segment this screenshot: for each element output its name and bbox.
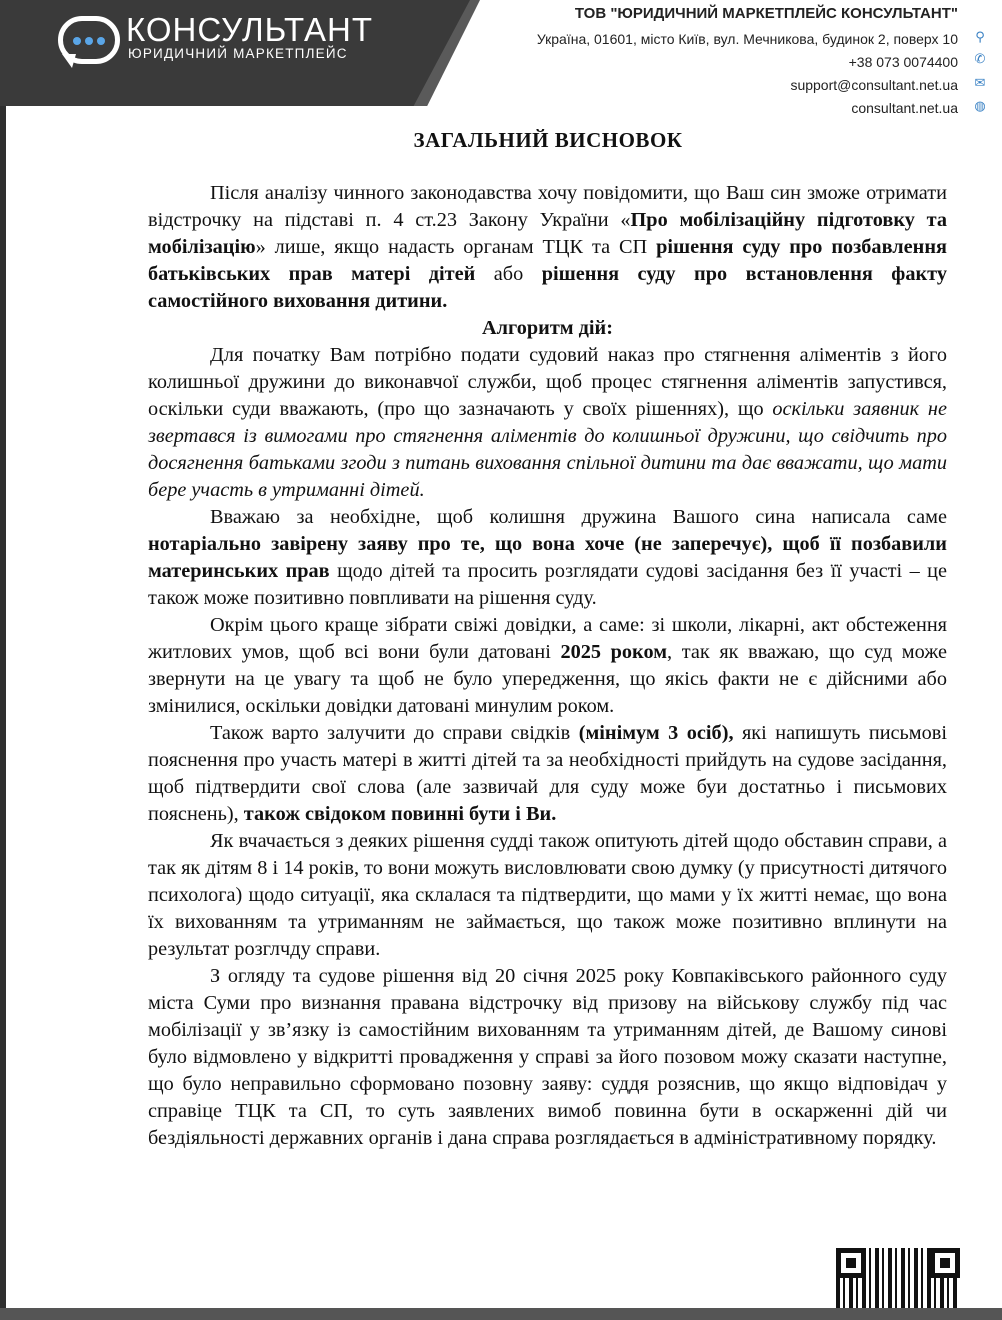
company-phone: +38 073 0074400 bbox=[848, 54, 958, 70]
text-run: » лише, якщо надасть органам ТЦК та СП bbox=[255, 236, 657, 258]
text-run: щодо дітей та просить розглядати судові засідання без її участі – це також може позитивно повпливати на рішення суду. bbox=[148, 560, 948, 609]
paragraph-alimony bbox=[148, 342, 947, 504]
mail-icon: ✉ bbox=[974, 76, 986, 91]
paragraph-court-decision bbox=[148, 963, 947, 1152]
paragraph-witnesses bbox=[148, 720, 947, 828]
text-run: , так як вважаю, що суд може звернути на це увагу та щоб не було упередження, що якісь факти не є дійсними або змінилися, оскільки довідки датовані минулим роком. bbox=[148, 641, 947, 717]
qr-finder-top-left bbox=[836, 1248, 866, 1278]
company-website: consultant.net.ua bbox=[851, 100, 958, 116]
text-run: (мінімум 3 осіб), bbox=[578, 722, 734, 744]
text-run: рішення суду про встановлення факту самостійного виховання дитини. bbox=[148, 263, 947, 312]
text-run: Про мобілізаційну підготовку та мобілізацію bbox=[148, 209, 947, 258]
text-run: З огляду та судове рішення від 20 січня 2025 року Ковпаківського районного суду міста Суми про визнання правана відстрочку від призову на військову службу під час мобілізації у зв’язку із самостійним вихованням та утриманням дітей, де Вашому синові було відмовлено у відкритті провадження у справі за його позовом можу сказати наступне, що було неправильно сформовано позовну заяву: суддя розяснив, що якщо відповідач у справіце ТЦК та СП, то суть заявлених вимоб повинна бути в оскарженні дій чи бездіяльності державних органів і дана справа розглядається в адміністративному порядку. bbox=[148, 965, 947, 1149]
text-run: оскільки заявник не звертався із вимогами про стягнення аліментів до колишньої дружини, що свідчить про досягнення батьками згоди з питань виховання спільної дитини та дає вважати, що мати бере участь в утриманні дітей. bbox=[148, 398, 947, 501]
text-run: нотаріально завірену заяву про те, що вона хоче (не заперечує), щоб її позбавили материнських прав bbox=[148, 533, 947, 582]
section-subtitle: Алгоритм дій: bbox=[481, 317, 614, 339]
company-email: support@consultant.net.ua bbox=[790, 77, 958, 93]
location-pin-icon: ⚲ bbox=[975, 30, 985, 45]
brand-tagline: ЮРИДИЧНИЙ МАРКЕТПЛЕЙС bbox=[128, 46, 348, 61]
company-contacts bbox=[537, 4, 958, 120]
footer-bar bbox=[0, 1308, 1002, 1320]
paragraph-conclusion bbox=[148, 180, 947, 315]
page-edge-shadow bbox=[0, 0, 6, 1320]
text-run: Вважаю за необхідне, щоб колишня дружина Вашого сина написала саме bbox=[210, 506, 947, 528]
text-run: Окрім цього краще зібрати свіжі довідки, а саме: зі школи, лікарні, акт обстеження житлових умов, щоб всі вони були датовані bbox=[148, 614, 947, 663]
paragraph-certificates bbox=[148, 612, 947, 720]
brand-name: КОНСУЛЬТАНТ bbox=[126, 11, 374, 48]
text-run: Як вчачається з деяких рішення судді також опитують дітей щодо обставин справи, а так як дітям 8 і 14 років, то вони можуть висловлювати свою думку (у присутності дитячого психолога) щодо ситуації, яка склалася та підтвердити, що мами у їх житті немає, що вона їх вихованням та утриманням не займається, що також може позитивно вплинути на результат розглчду справи. bbox=[148, 830, 947, 960]
document-body bbox=[148, 180, 947, 1152]
letterhead bbox=[0, 0, 1002, 118]
text-run: також свідоком повинні бути і Ви. bbox=[243, 803, 557, 825]
text-run: або bbox=[475, 263, 542, 285]
text-run: Також варто залучити до справи свідків bbox=[210, 722, 579, 744]
company-name: ТОВ "ЮРИДИЧНИЙ МАРКЕТПЛЕЙС КОНСУЛЬТАНТ" bbox=[574, 5, 958, 22]
text-run: Для початку Вам потрібно подати судовий наказ про стягнення аліментів з його колишньої дружини до виконавчої служби, щоб процес стягнення аліментів запустився, оскільки суди вважають, (про що зазначають у своїх рішеннях), що bbox=[148, 344, 947, 420]
text-run: які напишуть письмові пояснення про участь матері в житті дітей та за необхідності прийдуть на судове засідання, щоб підтвердити свої слова (але зазвичай для суду може буи достатньо і письмових пояснень), bbox=[148, 722, 947, 825]
text-run: Після аналізу чинного законодавства хочу повідомити, що Ваш син зможе отримати відстрочку на підставі п. 4 ст.23 Закону України « bbox=[148, 182, 947, 231]
text-run: рішення суду про позбавлення батьківських прав матері дітей bbox=[148, 236, 947, 285]
company-address: Україна, 01601, місто Київ, вул. Мечникова, будинок 2, поверх 10 bbox=[536, 31, 958, 47]
phone-icon: ✆ bbox=[974, 52, 986, 67]
chat-bubble-tail bbox=[62, 54, 76, 68]
qr-finder-top-right bbox=[930, 1248, 960, 1278]
globe-icon: ◍ bbox=[974, 99, 986, 114]
text-run: 2025 роком bbox=[560, 641, 668, 663]
paragraph-notarized-statement bbox=[148, 504, 947, 612]
paragraph-children-opinion bbox=[148, 828, 947, 963]
document-title: ЗАГАЛЬНИЙ ВИСНОВОК bbox=[413, 128, 683, 152]
